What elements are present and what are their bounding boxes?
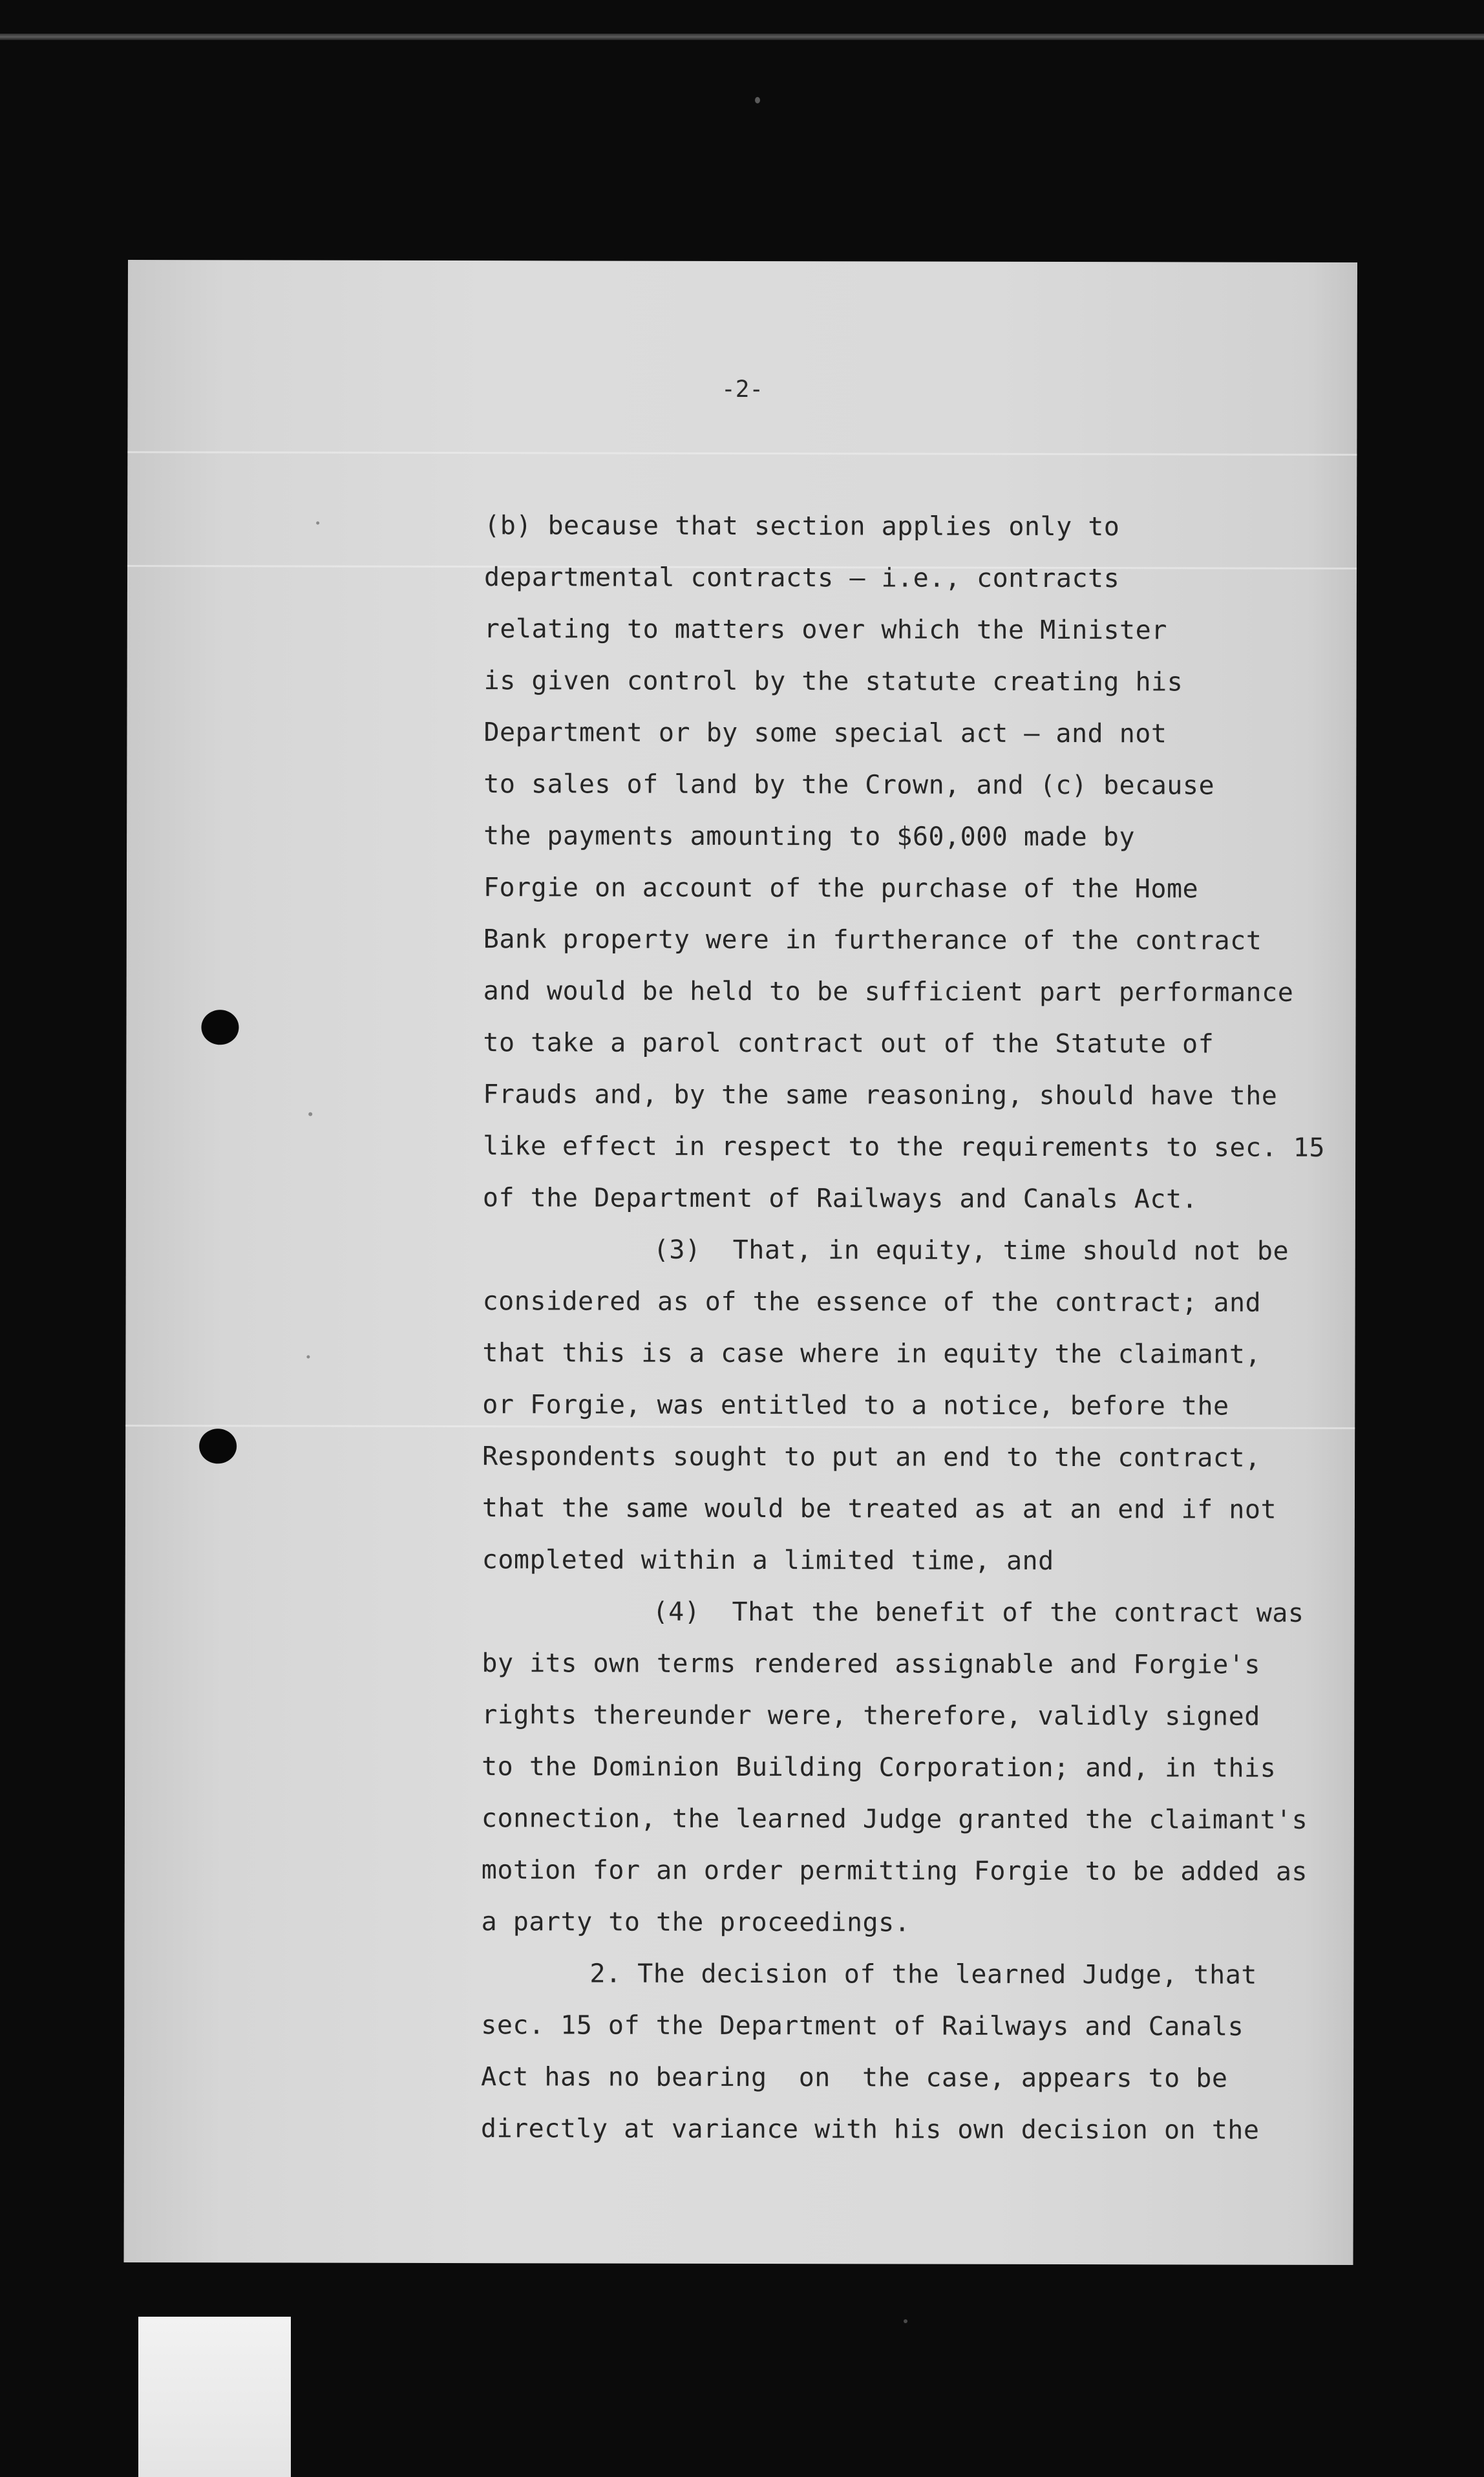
text-line: by its own terms rendered assignable and Forgie's: [482, 1648, 1261, 1680]
text-line: considered as of the essence of the contract; and: [482, 1286, 1262, 1318]
punch-hole: [201, 1010, 238, 1045]
speck: [306, 1355, 310, 1359]
document-page: [124, 260, 1357, 2265]
text-line: Department or by some special act — and not: [483, 718, 1167, 749]
text-line: Frauds and, by the same reasoning, should have the: [483, 1079, 1278, 1111]
text-line: to the Dominion Building Corporation; and, in this: [482, 1752, 1277, 1783]
text-line: relating to matters over which the Minister: [483, 614, 1167, 646]
text-line: of the Department of Railways and Canals Act.: [482, 1183, 1198, 1215]
text-line: Act has no bearing on the case, appears to be: [481, 2062, 1228, 2094]
text-line: and would be held to be sufficient part performance: [483, 976, 1294, 1008]
text-line: is given control by the statute creating his: [483, 666, 1183, 697]
text-line: completed within a limited time, and: [482, 1545, 1054, 1577]
text-line: to sales of land by the Crown, and (c) because: [483, 769, 1215, 801]
text-line: connection, the learned Judge granted the claimant's: [481, 1803, 1308, 1835]
text-line: motion for an order permitting Forgie to be added as: [481, 1855, 1308, 1887]
text-line: that the same would be treated as at an end if not: [482, 1493, 1277, 1525]
text-line: Forgie on account of the purchase of the Home: [483, 873, 1199, 904]
text-line: (4) That the benefit of the contract was: [652, 1597, 1304, 1628]
text-line: (3) That, in equity, time should not be: [653, 1235, 1289, 1266]
text-line: the payments amounting to $60,000 made by: [483, 821, 1136, 853]
white-tab: [138, 2317, 291, 2477]
text-line: or Forgie, was entitled to a notice, before the: [482, 1390, 1229, 1421]
speck: [308, 1112, 312, 1116]
text-line: departmental contracts — i.e., contracts: [483, 562, 1120, 594]
text-line: a party to the proceedings.: [481, 1907, 911, 1938]
text-line: 2. The decision of the learned Judge, that: [589, 1959, 1257, 1990]
page-number: -2-: [721, 376, 764, 403]
text-line: Respondents sought to put an end to the contract,: [482, 1441, 1261, 1473]
speck: [755, 97, 760, 103]
text-line: (b) because that section applies only to: [484, 511, 1120, 542]
text-line: that this is a case where in equity the claimant,: [482, 1338, 1262, 1370]
text-line: directly at variance with his own decision on the: [480, 2114, 1260, 2145]
fold-line: [127, 451, 1357, 456]
body-text: [481, 500, 1350, 2156]
text-line: rights thereunder were, therefore, validly signed: [482, 1700, 1260, 1732]
scanner-edge: [0, 34, 1484, 40]
text-line: like effect in respect to the requirements to sec. 15: [483, 1131, 1326, 1163]
punch-hole: [199, 1429, 237, 1463]
text-line: to take a parol contract out of the Statute of: [483, 1028, 1214, 1059]
text-line: Bank property were in furtherance of the contract: [483, 924, 1262, 956]
speck: [316, 522, 319, 525]
text-line: sec. 15 of the Department of Railways and Canals: [481, 2010, 1244, 2042]
speck: [904, 2319, 907, 2323]
